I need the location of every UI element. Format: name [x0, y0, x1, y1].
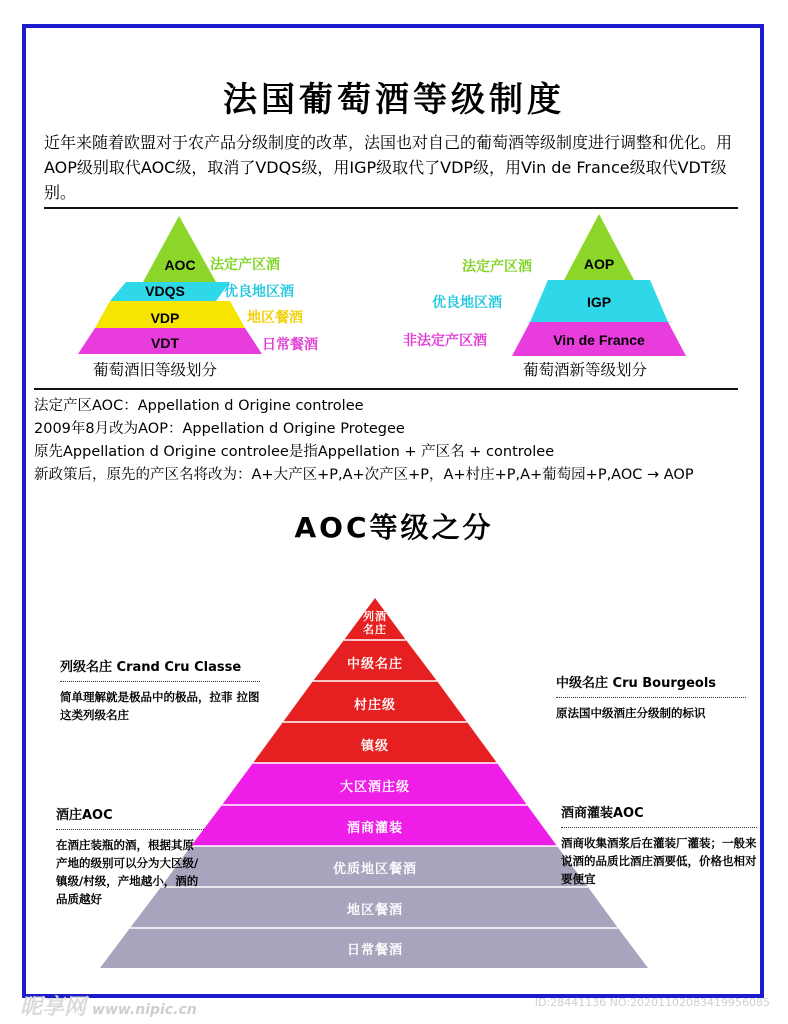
note-cru-bourgeois-body: 原法国中级酒庄分级制的标识: [556, 706, 706, 720]
note-chateau-title: 酒庄AOC: [56, 804, 204, 830]
note-line: 原先Appellation d Origine controlee是指Appellation + 产区名 + controlee: [34, 444, 555, 460]
new-tier-aop: AOP: [583, 256, 615, 272]
aoc-tier-vdt: 日常餐酒: [346, 942, 403, 958]
note-grand-cru-body: 简单理解就是极品中的极品，拉菲 拉图 这类列级名庄: [60, 690, 260, 722]
note-negociant-title: 酒商灌装AOC: [561, 802, 757, 828]
watermark-id: ID:28441136 NO:20201102083419956085: [534, 996, 770, 1009]
note-chateau: [56, 804, 204, 908]
intro-paragraph: 近年来随着欧盟对于农产品分级制度的改革，法国也对自己的葡萄酒等级制度进行调整和优化。用AOP级别取代AOC级，取消了VDQS级，用IGP级取代了VDP级，用Vin de France级取代VDT级别。: [44, 133, 733, 202]
watermark-url: www.nipic.cn: [92, 1002, 197, 1018]
note-cru-bourgeois: [556, 672, 746, 722]
note-grand-cru-title: 列级名庄 Crand Cru Classe: [60, 656, 260, 682]
watermark-logo: [20, 990, 197, 1021]
old-label-aoc: 法定产区酒: [210, 257, 280, 273]
old-tier-vdqs: VDQS: [145, 283, 185, 299]
aoc-tier-vdp: 地区餐酒: [346, 902, 403, 918]
new-label-vdf: 非法定产区酒: [403, 333, 487, 349]
note-negociant-body: 酒商收集酒浆后在灌装厂灌装；一般来说酒的品质比酒庄酒要低，价格也相对要便宜: [561, 836, 757, 886]
new-label-aop: 法定产区酒: [462, 259, 532, 275]
note-line: 2009年8月改为AOP：Appellation d Origine Protegee: [34, 421, 405, 437]
watermark-logo-text: 昵享网: [20, 995, 87, 1020]
note-line: 法定产区AOC：Appellation d Origine controlee: [34, 398, 364, 414]
note-line: 新政策后，原先的产区名将改为：A+大产区+P,A+次产区+P，A+村庄+P,A+葡萄园+P,AOC → AOP: [34, 467, 694, 483]
note-grand-cru: [60, 656, 260, 724]
old-tier-vdt: VDT: [151, 335, 179, 351]
aoc-tier-town: 镇级: [360, 738, 389, 754]
note-chateau-body: 在酒庄装瓶的酒，根据其原产地的级别可以分为大区级/镇级/村级，产地越小，酒的品质越好: [56, 838, 199, 906]
aoc-tier-regional-chateau: 大区酒庄级: [339, 779, 410, 795]
note-negociant: [561, 802, 757, 888]
aoc-tier-negociant: 酒商灌装: [346, 820, 403, 836]
page-title: 法国葡萄酒等级制度: [223, 80, 565, 120]
new-tier-vdf: Vin de France: [553, 332, 645, 348]
aoc-tier-cru-bourgeois: 中级名庄: [346, 656, 403, 672]
old-tier-vdp: VDP: [150, 310, 180, 326]
old-label-vdqs: 优良地区酒: [224, 284, 294, 300]
old-caption: 葡萄酒旧等级划分: [93, 361, 218, 379]
aoc-tier-vdqs: 优质地区餐酒: [332, 861, 417, 877]
note-cru-bourgeois-title: 中级名庄 Cru Bourgeols: [556, 672, 746, 698]
new-tier-igp: IGP: [586, 294, 612, 310]
old-label-vdp: 地区餐酒: [247, 310, 303, 326]
old-tier-aoc: AOC: [164, 257, 196, 273]
aoc-title: AOC等级之分: [294, 511, 494, 544]
new-label-igp: 优良地区酒: [432, 295, 502, 311]
aoc-tier-village: 村庄级: [353, 697, 396, 713]
old-label-vdt: 日常餐酒: [262, 337, 318, 353]
new-caption: 葡萄酒新等级划分: [523, 361, 648, 379]
aoc-tier-grand-cru: 列酒 名庄: [363, 610, 387, 636]
